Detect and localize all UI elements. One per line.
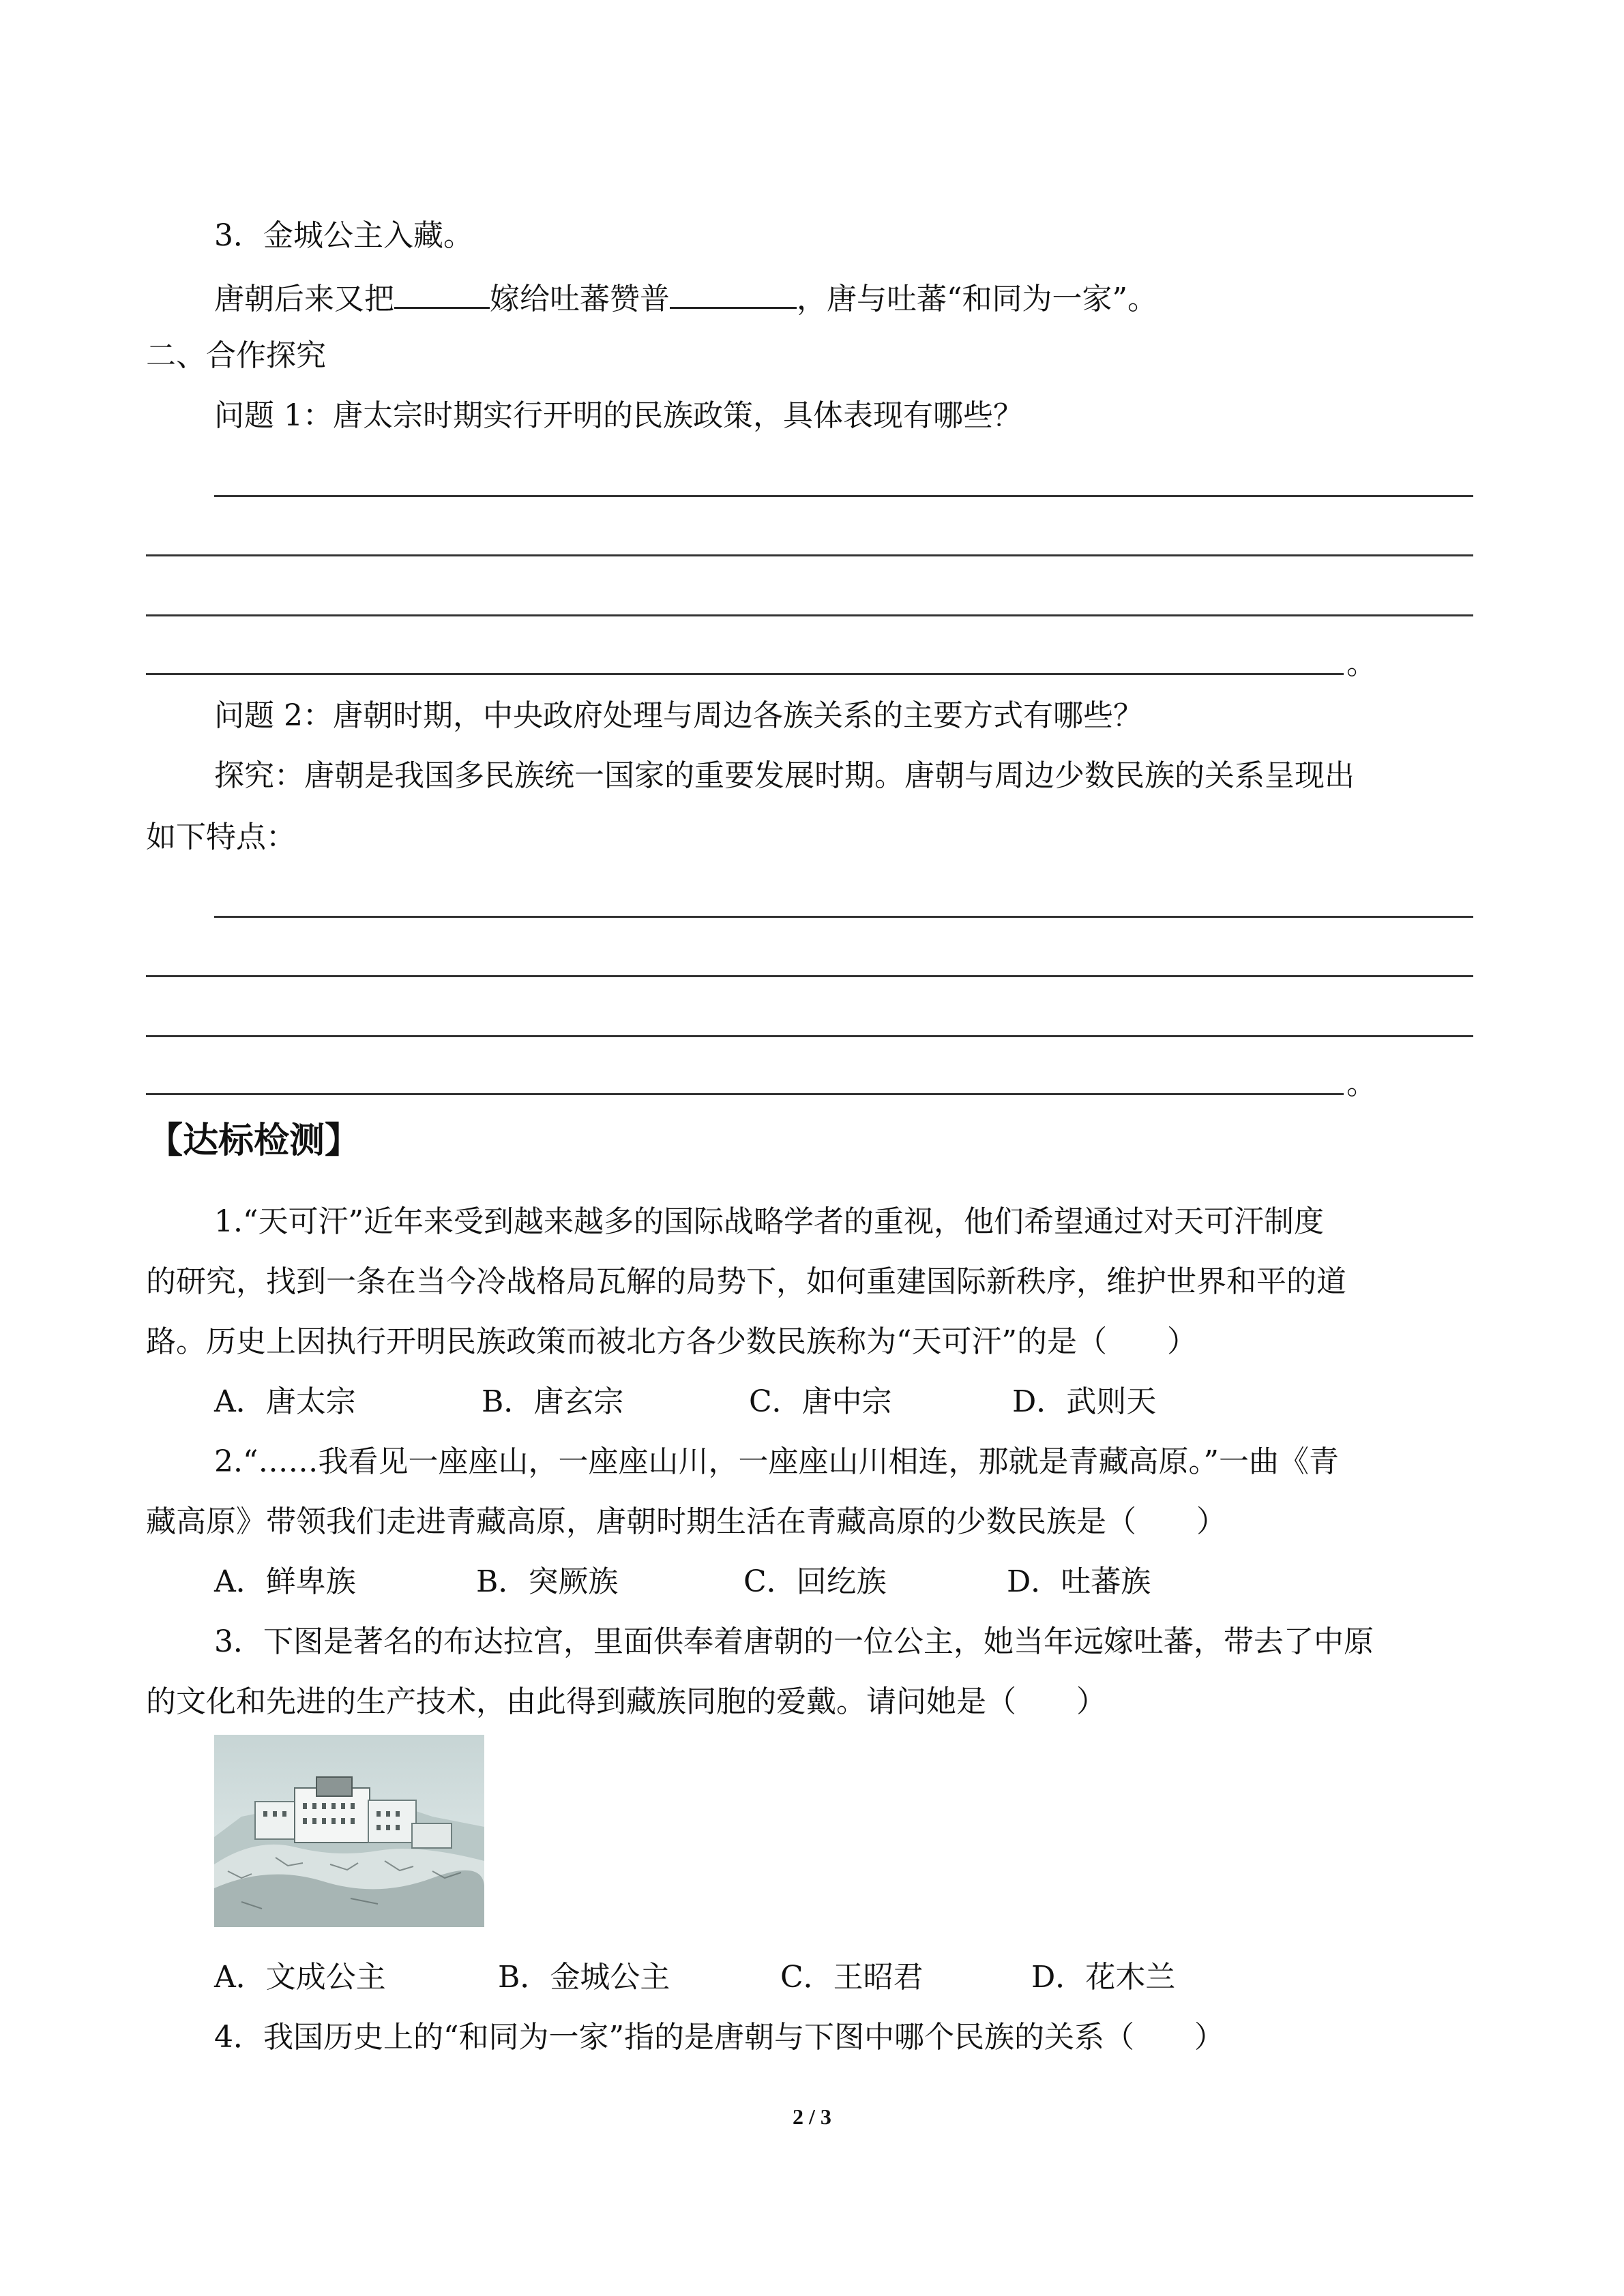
q2-line: 藏高原》带领我们走进青藏高原，唐朝时期生活在青藏高原的少数民族是（ ） xyxy=(146,1504,1226,1539)
q3-option-a[interactable]: A．文成公主 xyxy=(214,1960,386,1995)
q1-line: 的研究，找到一条在当今冷战格局瓦解的局势下，如何重建国际新秩序，维护世界和平的道 xyxy=(146,1264,1346,1299)
q2-option-b[interactable]: B．突厥族 xyxy=(476,1564,619,1599)
q1-line: 1.“天可汗”近年来受到越来越多的国际战略学者的重视，他们希望通过对天可汗制度 xyxy=(214,1204,1324,1239)
q3-line: 的文化和先进的生产技术，由此得到藏族同胞的爱戴。请问她是（ ） xyxy=(146,1684,1106,1719)
q3-option-d[interactable]: D．花木兰 xyxy=(1031,1960,1176,1995)
item3-fill-sentence xyxy=(214,275,1157,320)
question-1: 问题 1：唐太宗时期实行开明的民族政策，具体表现有哪些？ xyxy=(214,398,1023,433)
answer-line[interactable] xyxy=(146,673,1344,675)
q3-option-c[interactable]: C．王昭君 xyxy=(780,1960,924,1995)
answer-line[interactable] xyxy=(146,554,1473,556)
end-mark: 。 xyxy=(1346,1067,1376,1101)
potala-palace-image xyxy=(214,1735,484,1927)
explore-line-2: 如下特点： xyxy=(146,820,296,854)
q2-option-d[interactable]: D．吐蕃族 xyxy=(1007,1564,1151,1599)
q2-option-c[interactable]: C．回纥族 xyxy=(743,1564,887,1599)
answer-line[interactable] xyxy=(214,916,1473,918)
test-heading: 【达标检测】 xyxy=(147,1120,361,1161)
q2-line: 2.“……我看见一座座山，一座座山川，一座座山川相连，那就是青藏高原。”一曲《青 xyxy=(214,1444,1339,1479)
answer-line[interactable] xyxy=(146,1093,1344,1095)
question-2: 问题 2：唐朝时期，中央政府处理与周边各族关系的主要方式有哪些？ xyxy=(214,698,1143,733)
q4-line: 4．我国历史上的“和同为一家”指的是唐朝与下图中哪个民族的关系（ ） xyxy=(214,2020,1224,2055)
end-mark: 。 xyxy=(1346,646,1376,681)
answer-line[interactable] xyxy=(146,975,1473,977)
q1-option-d[interactable]: D．武则天 xyxy=(1012,1384,1157,1419)
explore-line-1: 探究：唐朝是我国多民族统一国家的重要发展时期。唐朝与周边少数民族的关系呈现出 xyxy=(214,758,1355,793)
answer-line[interactable] xyxy=(146,1035,1473,1037)
blank-princess[interactable] xyxy=(394,275,490,309)
blank-zanpu[interactable] xyxy=(670,275,797,309)
item3-title: 3．金城公主入藏。 xyxy=(214,218,473,253)
q2-option-a[interactable]: A．鲜卑族 xyxy=(214,1564,356,1599)
item3-mid: 嫁给吐蕃赞普 xyxy=(490,282,670,316)
q1-option-b[interactable]: B．唐玄宗 xyxy=(482,1384,624,1419)
q3-option-b[interactable]: B．金城公主 xyxy=(498,1960,670,1995)
item3-post: ，唐与吐蕃“和同为一家”。 xyxy=(797,282,1157,316)
q3-line: 3．下图是著名的布达拉宫，里面供奉着唐朝的一位公主，她当年远嫁吐蕃，带去了中原 xyxy=(214,1624,1374,1659)
item3-pre: 唐朝后来又把 xyxy=(214,282,394,316)
page-number: 2 / 3 xyxy=(793,2104,831,2129)
q1-line: 路。历史上因执行开明民族政策而被北方各少数民族称为“天可汗”的是（ ） xyxy=(146,1324,1197,1359)
section-title-cooperate: 二、合作探究 xyxy=(146,338,326,373)
answer-line[interactable] xyxy=(146,614,1473,616)
q1-option-a[interactable]: A．唐太宗 xyxy=(214,1384,356,1419)
q1-option-c[interactable]: C．唐中宗 xyxy=(749,1384,892,1419)
answer-line[interactable] xyxy=(214,495,1473,497)
